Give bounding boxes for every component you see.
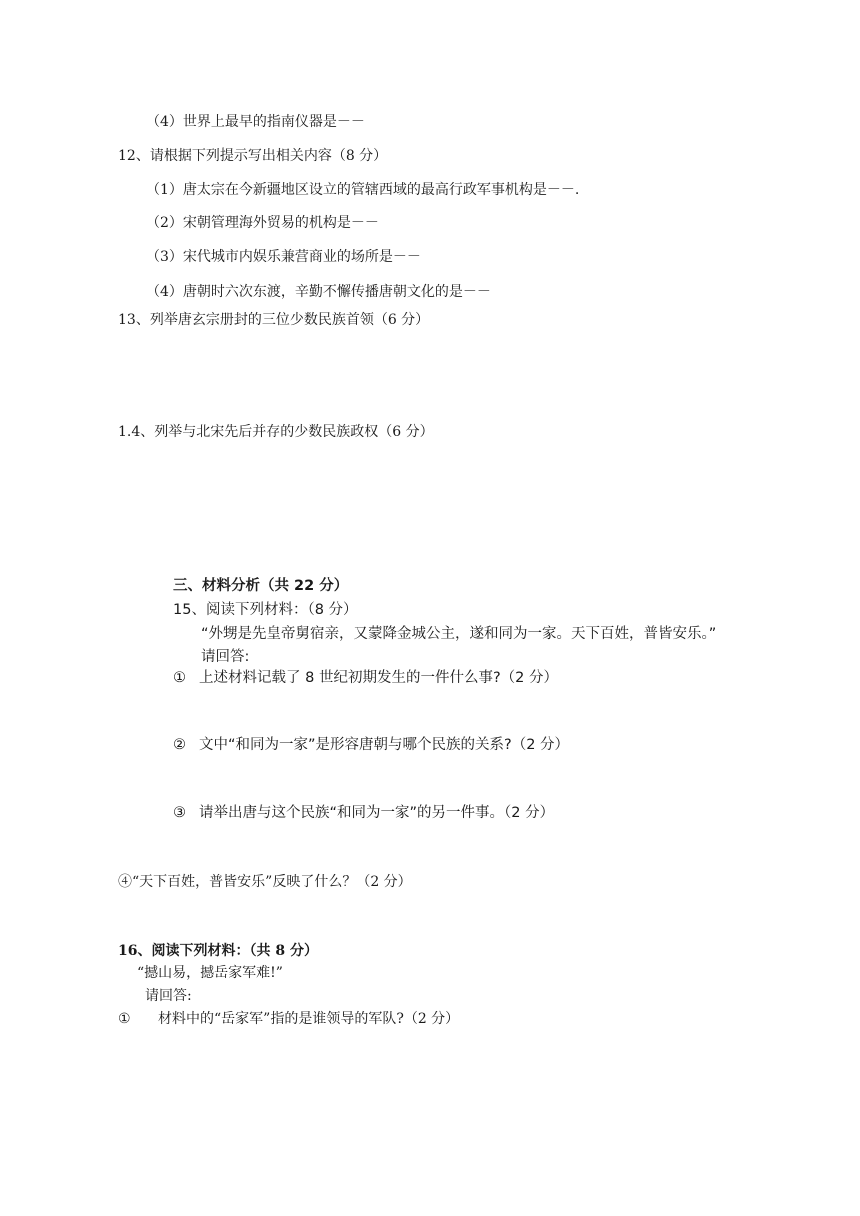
question-15-sub-4: ④“天下百姓，普皆安乐”反映了什么？（2 分） [118, 874, 412, 890]
question-12-item-4: （4）唐朝时六次东渡，辛勤不懈传播唐朝文化的是－－ [146, 284, 491, 300]
circled-number-3: ③ [173, 805, 186, 821]
question-12-item-3: （3）宋代城市内娱乐兼营商业的场所是－－ [146, 249, 421, 265]
question-15-sub-3-text: 请举出唐与这个民族“和同为一家”的另一件事。（2 分） [199, 805, 555, 821]
question-12-item-2: （2）宋朝管理海外贸易的机构是－－ [146, 215, 379, 231]
section-3-heading: 三、材料分析（共 22 分） [173, 578, 349, 594]
question-11-item-4: （4）世界上最早的指南仪器是－－ [146, 114, 365, 130]
question-16-material: “撼山易，撼岳家军难!” [137, 965, 283, 981]
question-15-material: “外甥是先皇帝舅宿亲，又蒙降金城公主，遂和同为一家。天下百姓，普皆安乐。” [201, 626, 717, 642]
question-15-sub-2-text: 文中“和同为一家”是形容唐朝与哪个民族的关系?（2 分） [199, 737, 570, 753]
question-15-prompt: 请回答: [201, 649, 250, 665]
question-16-sub-1-text: 材料中的“岳家军”指的是谁领导的军队?（2 分） [158, 1011, 460, 1027]
question-15-sub-2 [173, 735, 569, 755]
circled-number-2: ② [173, 737, 186, 753]
question-16-prompt: 请回答: [145, 988, 192, 1004]
question-12-item-1: （1）唐太宗在今新疆地区设立的管辖西域的最高行政军事机构是－－. [146, 182, 580, 198]
question-12-heading: 12、请根据下列提示写出相关内容（8 分） [118, 148, 388, 164]
circled-number-1: ① [118, 1011, 131, 1027]
question-15-sub-1-text: 上述材料记载了 8 世纪初期发生的一件什么事?（2 分） [199, 670, 558, 686]
question-15-sub-3 [173, 803, 554, 823]
question-15-sub-1 [173, 668, 558, 688]
question-16-sub-1 [118, 1009, 459, 1029]
question-14-heading: 1.4、列举与北宋先后并存的少数民族政权（6 分） [118, 424, 434, 440]
question-13-heading: 13、列举唐玄宗册封的三位少数民族首领（6 分） [118, 312, 430, 328]
question-15-heading: 15、阅读下列材料：（8 分） [173, 602, 358, 618]
circled-number-1: ① [173, 670, 186, 686]
question-16-heading: 16、阅读下列材料：（共 8 分） [118, 943, 318, 959]
